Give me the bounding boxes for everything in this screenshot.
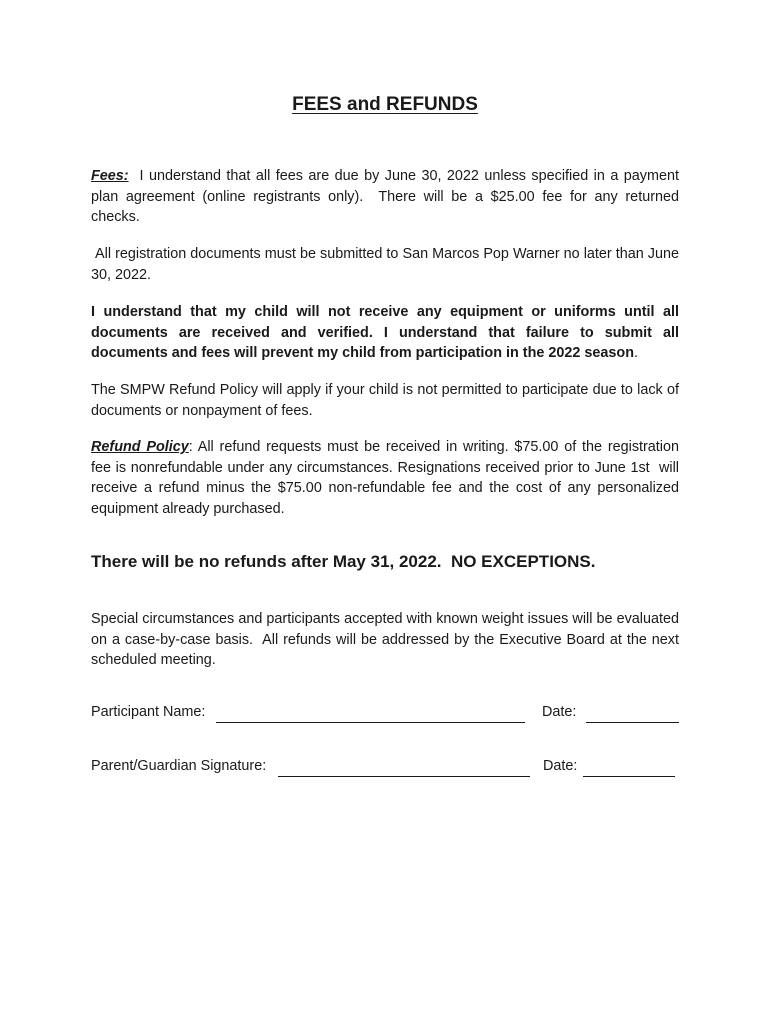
bold-notice-end: . xyxy=(634,345,638,361)
fees-text: I understand that all fees are due by June 30, 2022 unless specified in a payment plan agreement (online registrants only). There will be a $25.00 fee for any returned checks. xyxy=(91,168,683,225)
participant-signature-row xyxy=(91,704,681,726)
fees-paragraph xyxy=(91,166,683,228)
guardian-date-field[interactable] xyxy=(583,758,675,777)
special-circumstances-paragraph: Special circumstances and participants accepted with known weight issues will be evaluated on a case-by-case basis. All refunds will be addressed by the Executive Board at the next scheduled meeting. xyxy=(91,611,683,668)
participant-name-field[interactable] xyxy=(216,704,525,723)
refund-policy-paragraph xyxy=(91,437,684,519)
refund-policy-text: : All refund requests must be received in writing. $75.00 of the registration fee is nonrefundable under any circumstances. Resignations received prior to June 1st will receive a refund minus the $75.00 non-refundable fee and the cost of any personalized equipment already purchased. xyxy=(91,439,684,517)
smpw-policy-paragraph: The SMPW Refund Policy will apply if your child is not permitted to participate due to lack of documents or nonpayment of fees. xyxy=(91,382,679,419)
bold-notice-paragraph xyxy=(91,302,679,364)
guardian-signature-row xyxy=(91,758,681,780)
guardian-signature-label: Parent/Guardian Signature: xyxy=(91,758,267,774)
refund-policy-label: Refund Policy xyxy=(91,439,189,455)
participant-name-label: Participant Name: xyxy=(91,704,206,720)
guardian-date-label: Date: xyxy=(543,758,578,774)
participant-date-field[interactable] xyxy=(586,704,679,723)
registration-docs-paragraph: All registration documents must be submitted to San Marcos Pop Warner no later than June 30, 2022. xyxy=(91,246,683,283)
participant-date-label: Date: xyxy=(542,704,577,720)
bold-notice-text: I understand that my child will not receive any equipment or uniforms until all documents are received and verified. I understand that failure to submit all documents and fees will prevent my child from participation in the 2022 season xyxy=(91,304,679,361)
guardian-signature-field[interactable] xyxy=(278,758,530,777)
fees-label: Fees: xyxy=(91,168,129,184)
page-title: FEES and REFUNDS xyxy=(292,94,478,115)
no-refunds-notice: There will be no refunds after May 31, 2022. NO EXCEPTIONS. xyxy=(91,552,596,571)
